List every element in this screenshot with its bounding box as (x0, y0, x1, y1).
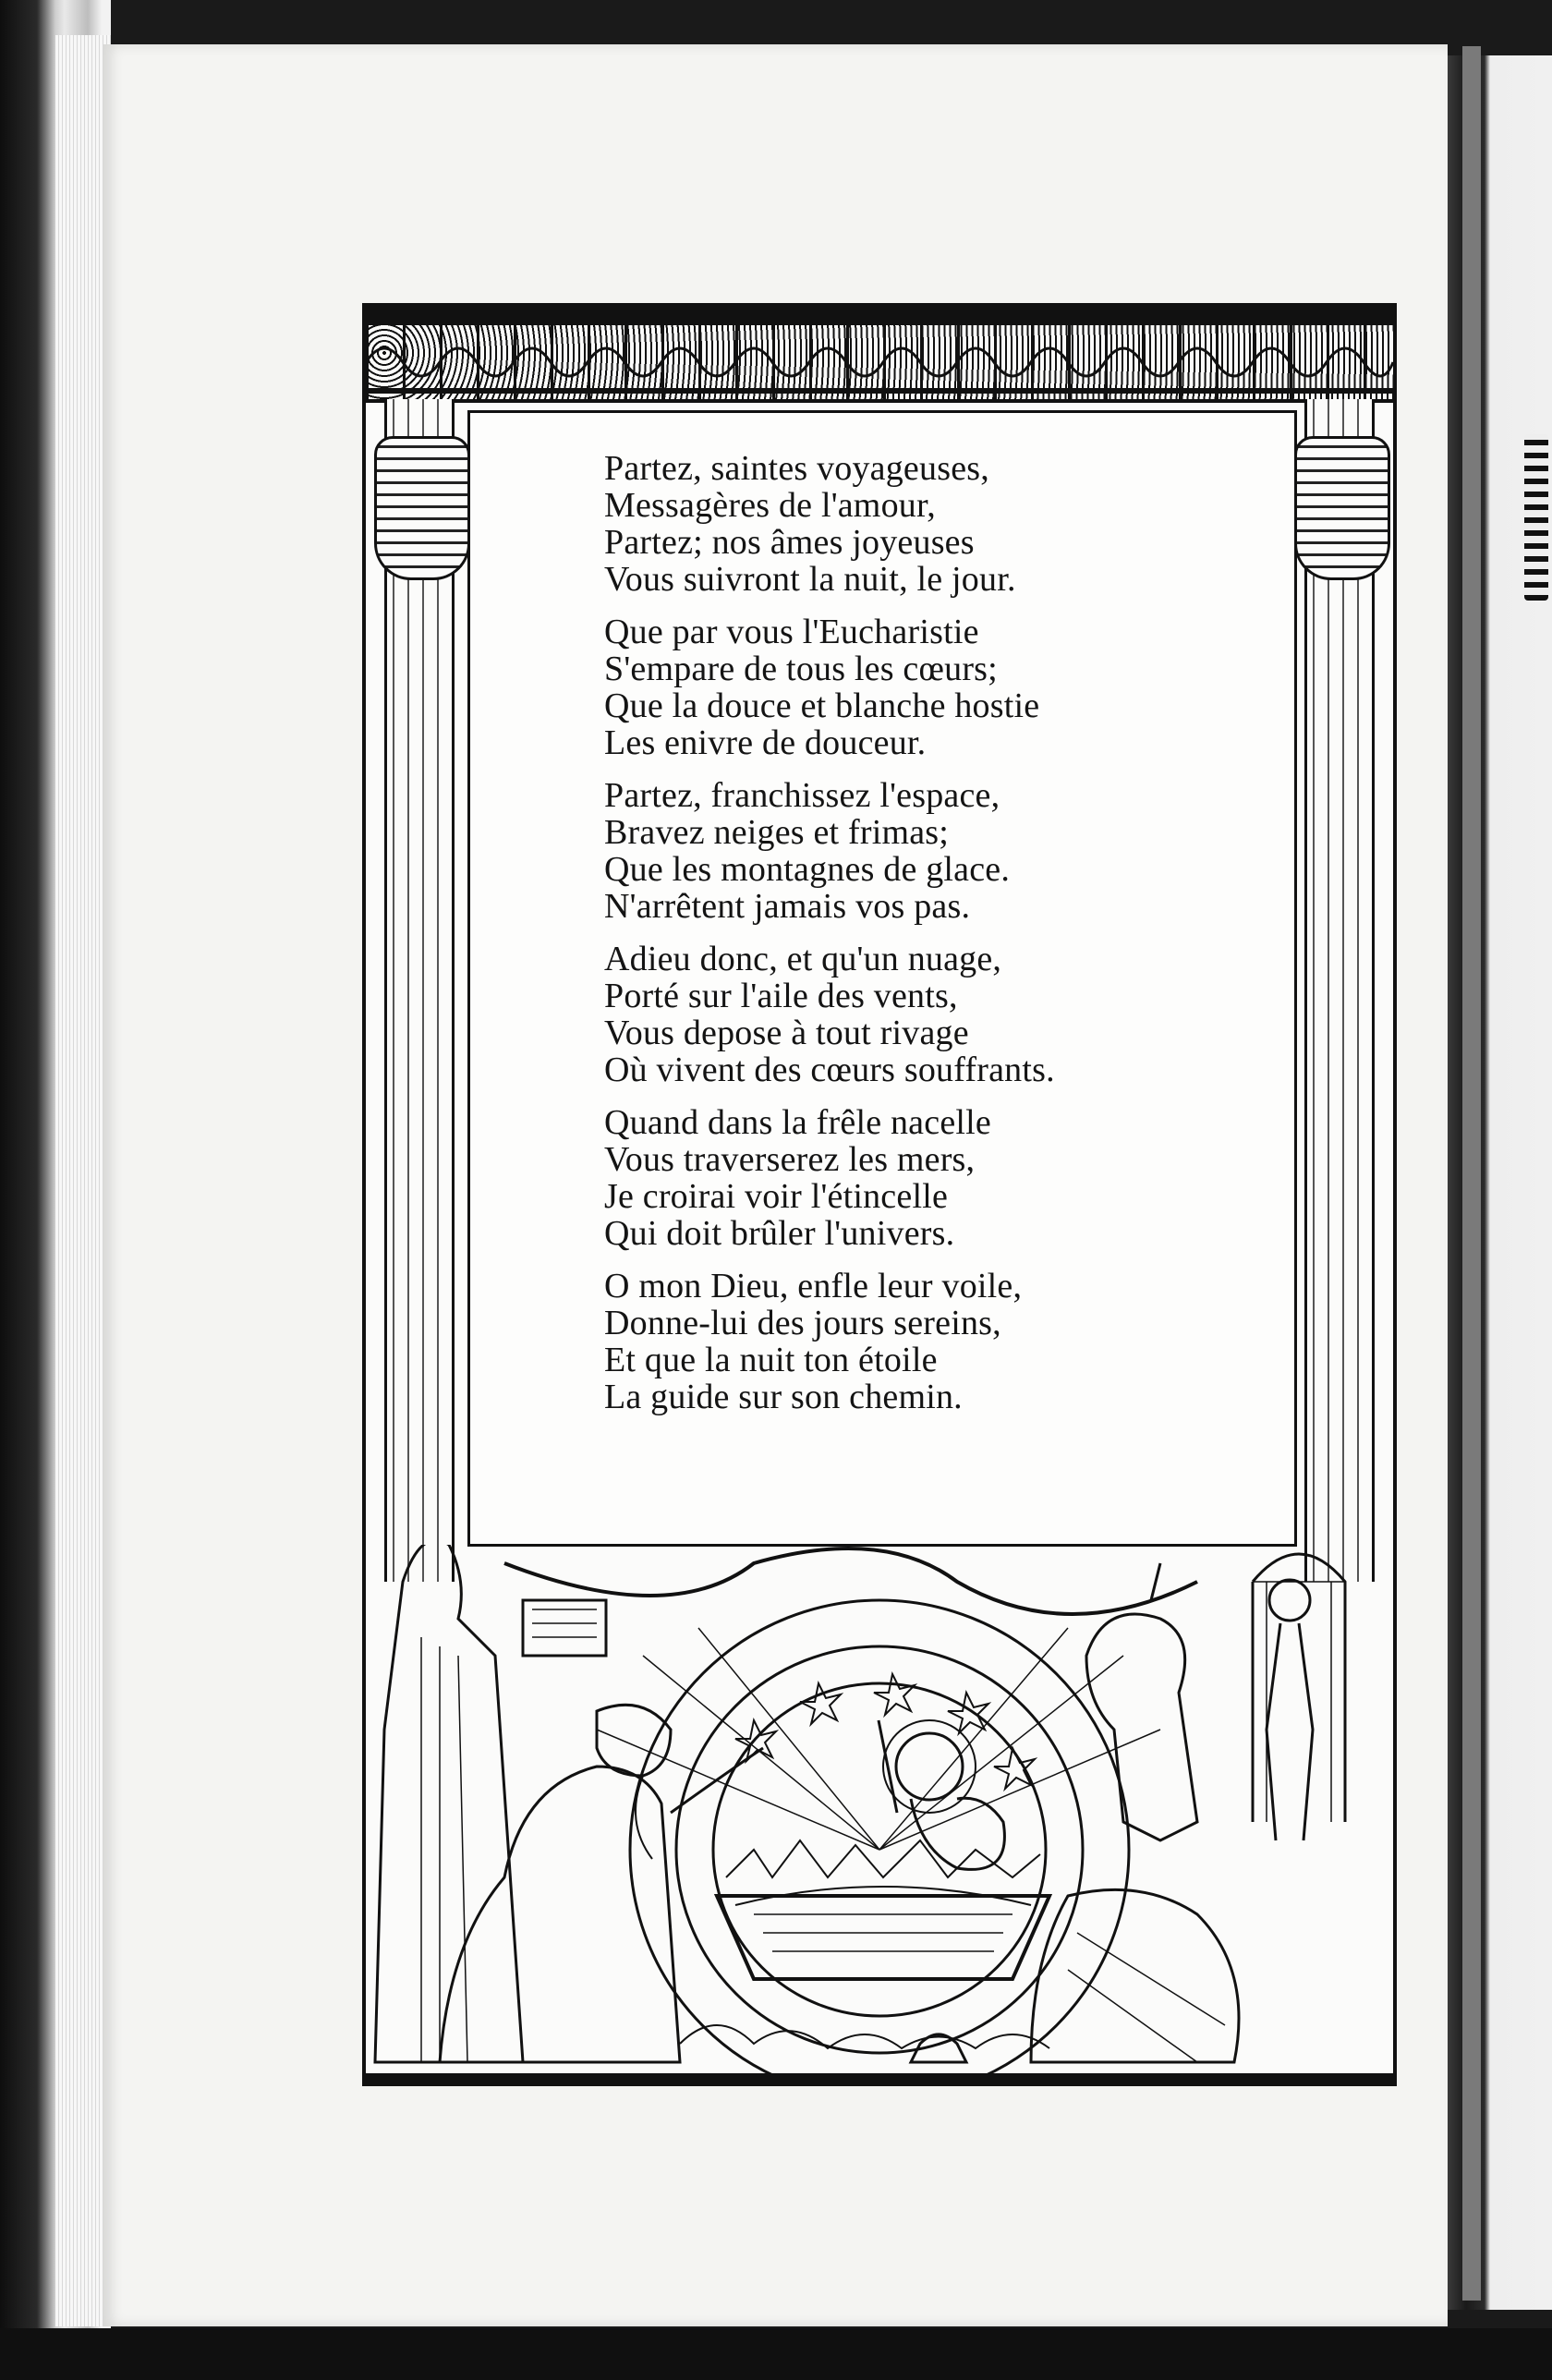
poem-text (604, 450, 1269, 1431)
stanza (604, 941, 1269, 1088)
poem-line: Bravez neiges et frimas; (604, 813, 950, 852)
poem-line: Partez; nos âmes joyeuses (604, 523, 975, 562)
left-column (384, 399, 455, 1582)
illustrated-frame (362, 303, 1397, 2086)
poem-line: Vous suivront la nuit, le jour. (604, 560, 1016, 599)
facing-page-ornament (1524, 434, 1548, 601)
frieze-pattern (366, 307, 1393, 399)
poem-line: Et que la nuit ton étoile (604, 1341, 938, 1379)
poem-line: Qui doit brûler l'univers. (604, 1214, 955, 1253)
poem-line: Messagères de l'amour, (604, 486, 936, 525)
stanza (604, 613, 1269, 761)
binding-strip (1462, 46, 1481, 2301)
poem-line: Que les montagnes de glace. (604, 850, 1011, 889)
poem-line: Que la douce et blanche hostie (604, 686, 1040, 725)
nativity-drawing (366, 1545, 1393, 2082)
poem-line: O mon Dieu, enfle leur voile, (604, 1267, 1023, 1305)
poem-line: Quand dans la frêle nacelle (604, 1103, 991, 1142)
stanza (604, 1104, 1269, 1252)
poem-line: Donne-lui des jours sereins, (604, 1304, 1001, 1342)
scan-bottom-band (0, 2328, 1552, 2380)
poem-line: Partez, franchissez l'espace, (604, 776, 1000, 815)
poem-line: S'empare de tous les cœurs; (604, 650, 998, 688)
stanza (604, 450, 1269, 598)
right-column (1304, 399, 1375, 1582)
poem-panel (467, 410, 1297, 1547)
poem-line: Les enivre de douceur. (604, 723, 927, 762)
nativity-illustration (366, 1545, 1393, 2082)
page-stack-edges (55, 35, 111, 2326)
stanza (604, 1268, 1269, 1415)
poem-line: Vous traverserez les mers, (604, 1140, 976, 1179)
poem-line: Je croirai voir l'étincelle (604, 1177, 949, 1216)
stanza (604, 777, 1269, 925)
poem-line: Que par vous l'Eucharistie (604, 613, 979, 651)
poem-line: Adieu donc, et qu'un nuage, (604, 940, 1002, 978)
poem-line: La guide sur son chemin. (604, 1378, 963, 1416)
left-column-capital (374, 436, 470, 580)
right-column-capital (1294, 436, 1390, 580)
poem-line: Où vivent des cœurs souffrants. (604, 1050, 1055, 1089)
poem-line: Partez, saintes voyageuses, (604, 449, 989, 488)
poem-line: Vous depose à tout rivage (604, 1014, 969, 1052)
ornamental-frieze (366, 307, 1393, 403)
poem-line: N'arrêtent jamais vos pas. (604, 887, 971, 926)
poem-line: Porté sur l'aile des vents, (604, 977, 958, 1015)
